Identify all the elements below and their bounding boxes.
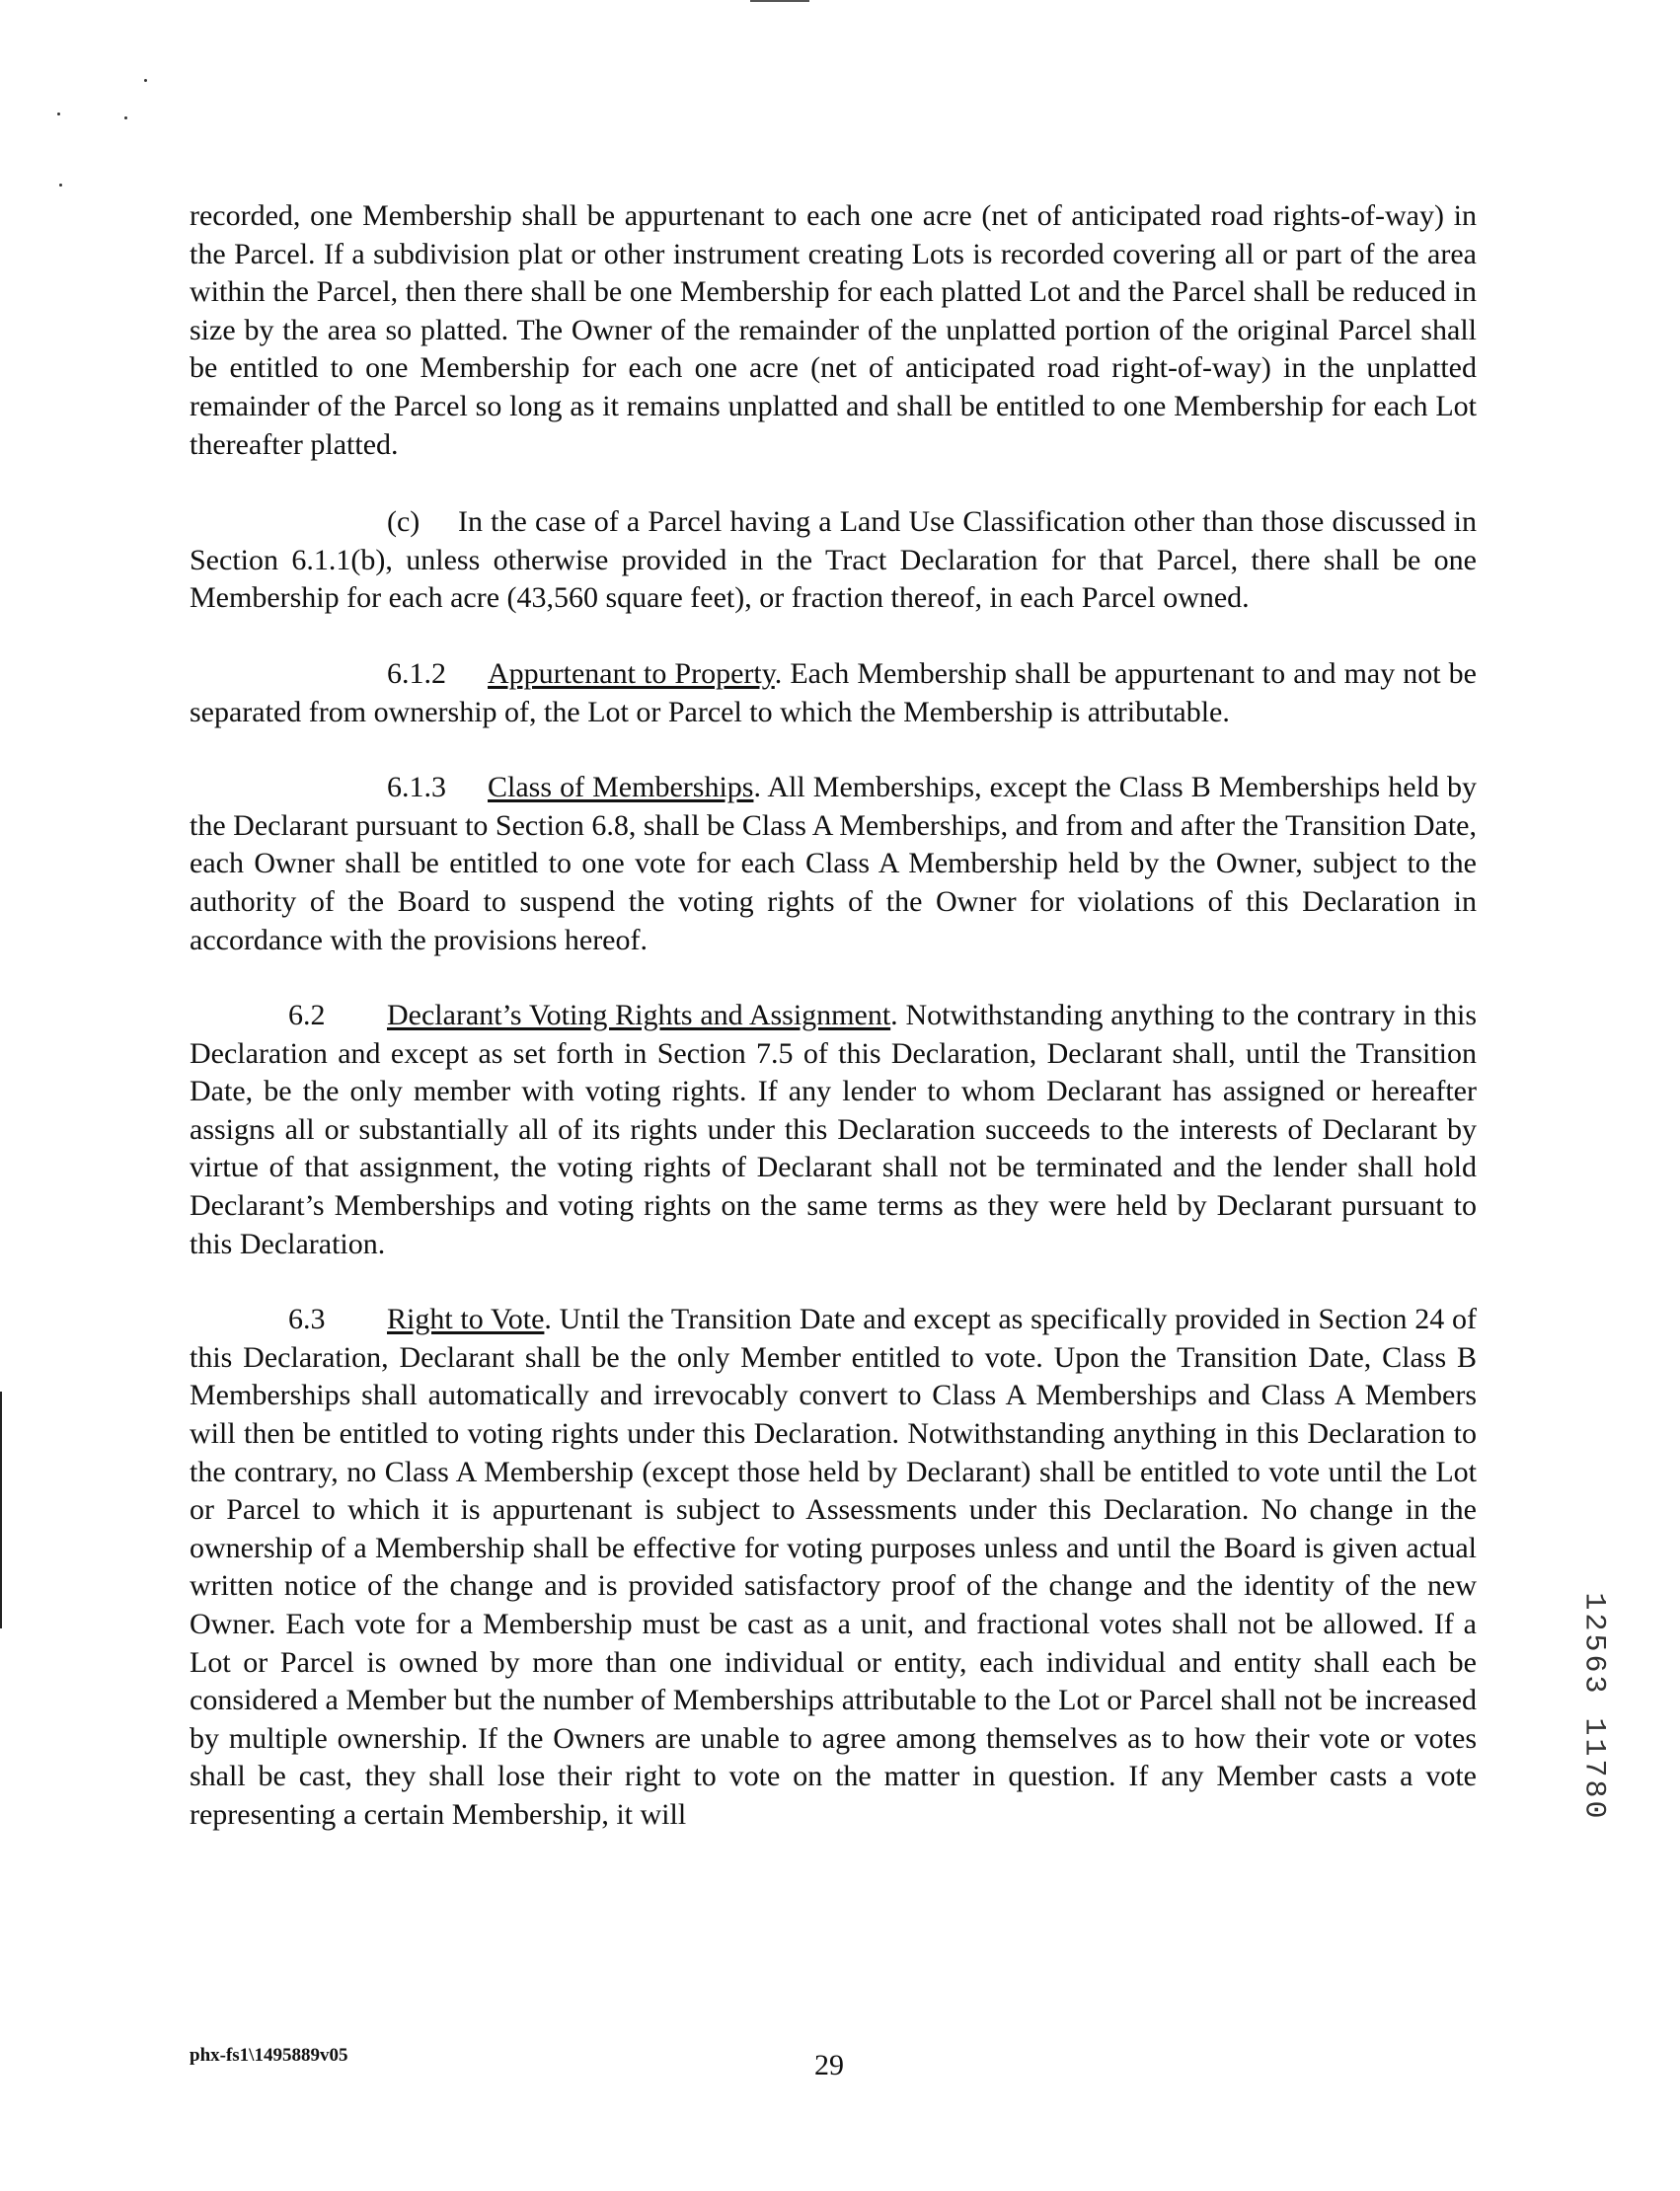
section-heading: Appurtenant to Property (488, 656, 775, 690)
scan-speck (57, 113, 60, 115)
section-number: 6.2 (288, 999, 326, 1032)
stamp-digit: 1 (1576, 1592, 1611, 1611)
recording-stamp (1575, 1591, 1611, 1877)
section-6-3 (190, 1301, 1477, 1834)
stamp-digit: 7 (1576, 1759, 1611, 1777)
stamp-digit: 3 (1576, 1675, 1611, 1694)
section-heading: Declarant’s Voting Rights and Assignment (387, 999, 891, 1032)
document-body (190, 197, 1477, 1872)
section-text: . Each Membership shall be appurtenant to and may not be separated from ownership of, the Lot or Parcel to which the Membership is attributable. (190, 656, 1477, 728)
footer-document-id: phx-fs1\1495889v05 (190, 2045, 348, 2066)
paragraph-text: In the case of a Parcel having a Land Use Classification other than those discussed in Section 6.1.1(b), unless otherwise provided in the Tract Declaration for that Parcel, there shall be one Membership for each acre (43,560 square feet), or fraction thereof, in each Parcel owned. (190, 505, 1477, 615)
section-6-1-3 (190, 769, 1477, 959)
scan-speck (59, 184, 62, 187)
section-number: 6.1.2 (387, 656, 446, 690)
section-text: . All Memberships, except the Class B Memberships held by the Declarant pursuant to Section 6.8, shall be Class A Memberships, and from and after the Transition Date, each Owner shall be entitled to one vote for each Class A Membership held by the Owner, subject to the authority of the Board to suspend the voting rights of the Owner for violations of this Declaration in accordance with the provisions hereof. (190, 771, 1477, 956)
section-text: . Until the Transition Date and except as specifically provided in Section 24 of this Declaration, Declarant shall be the only Member entitled to vote. Upon the Transition Date, Class B Memberships shall automatically and irrevocably convert to Class A Memberships and Class A Members will then be entitled to voting rights under this Declaration. Notwithstanding anything in this Declaration to the contrary, no Class A Membership (except those held by Declarant) shall be entitled to vote until the Lot or Parcel to which it is appurtenant is subject to Assessments under this Declaration. No change in the ownership of a Membership shall be effective for voting purposes unless and until the Board is given actual written notice of the change and is provided satisfactory proof of the change and the identity of the new Owner. Each vote for a Membership must be cast as a unit, and fractional votes shall not be allowed. If a Lot or Parcel is owned by more than one individual or entity, each individual and entity shall each be considered a Member but the number of Memberships attributable to the Lot or Parcel shall not be increased by multiple ownership. If the Owners are unable to agree among themselves as to how their vote or votes shall be cast, they shall lose their right to vote on the matter in question. If any Member casts a vote representing a certain Membership, it will (190, 1303, 1477, 1831)
stamp-digit: 6 (1576, 1654, 1611, 1673)
section-number: 6.1.3 (387, 771, 446, 804)
stamp-digit: 8 (1576, 1779, 1611, 1798)
section-heading: Class of Memberships (488, 771, 754, 804)
stamp-digit: 1 (1576, 1717, 1611, 1736)
section-number: 6.3 (288, 1303, 326, 1336)
stamp-digit: 0 (1576, 1800, 1611, 1819)
paragraph-c (190, 503, 1477, 618)
scan-speck (144, 79, 147, 82)
section-6-1-2 (190, 655, 1477, 731)
top-edge-rule (750, 0, 809, 2)
section-heading: Right to Vote (387, 1303, 545, 1336)
section-text: . Notwithstanding anything to the contrary in this Declaration and except as set forth in Section 7.5 of this Declaration, Declarant shall, until the Transition Date, be the only member with voting rights. If any lender to whom Declarant has assigned or hereafter assigns all or substantially all of its rights under this Declaration succeeds to the interests of Declarant by virtue of that assignment, the voting rights of Declarant shall not be terminated and the lender shall hold Declarant’s Memberships and voting rights on the same terms as they were held by Declarant pursuant to this Declaration. (190, 999, 1477, 1260)
section-6-2 (190, 997, 1477, 1263)
stamp-digit: 2 (1576, 1613, 1611, 1631)
stamp-digit: 1 (1576, 1738, 1611, 1757)
scan-left-edge-mark (0, 1392, 2, 1628)
paragraph-number: (c) (387, 505, 420, 539)
scan-speck (124, 116, 127, 119)
page-number: 29 (814, 2049, 844, 2081)
stamp-digit: 5 (1576, 1633, 1611, 1652)
paragraph-continuation: recorded, one Membership shall be appurtenant to each one acre (net of anticipated road rights-of-way) in the Parcel. If a subdivision plat or other instrument creating Lots is recorded covering all or part of the area within the Parcel, then there shall be one Membership for each platted Lot and the Parcel shall be reduced in size by the area so platted. The Owner of the remainder of the unplatted portion of the original Parcel shall be entitled to one Membership for each one acre (net of anticipated road right-of-way) in the unplatted remainder of the Parcel so long as it remains unplatted and shall be entitled to one Membership for each Lot thereafter platted. (190, 199, 1477, 461)
